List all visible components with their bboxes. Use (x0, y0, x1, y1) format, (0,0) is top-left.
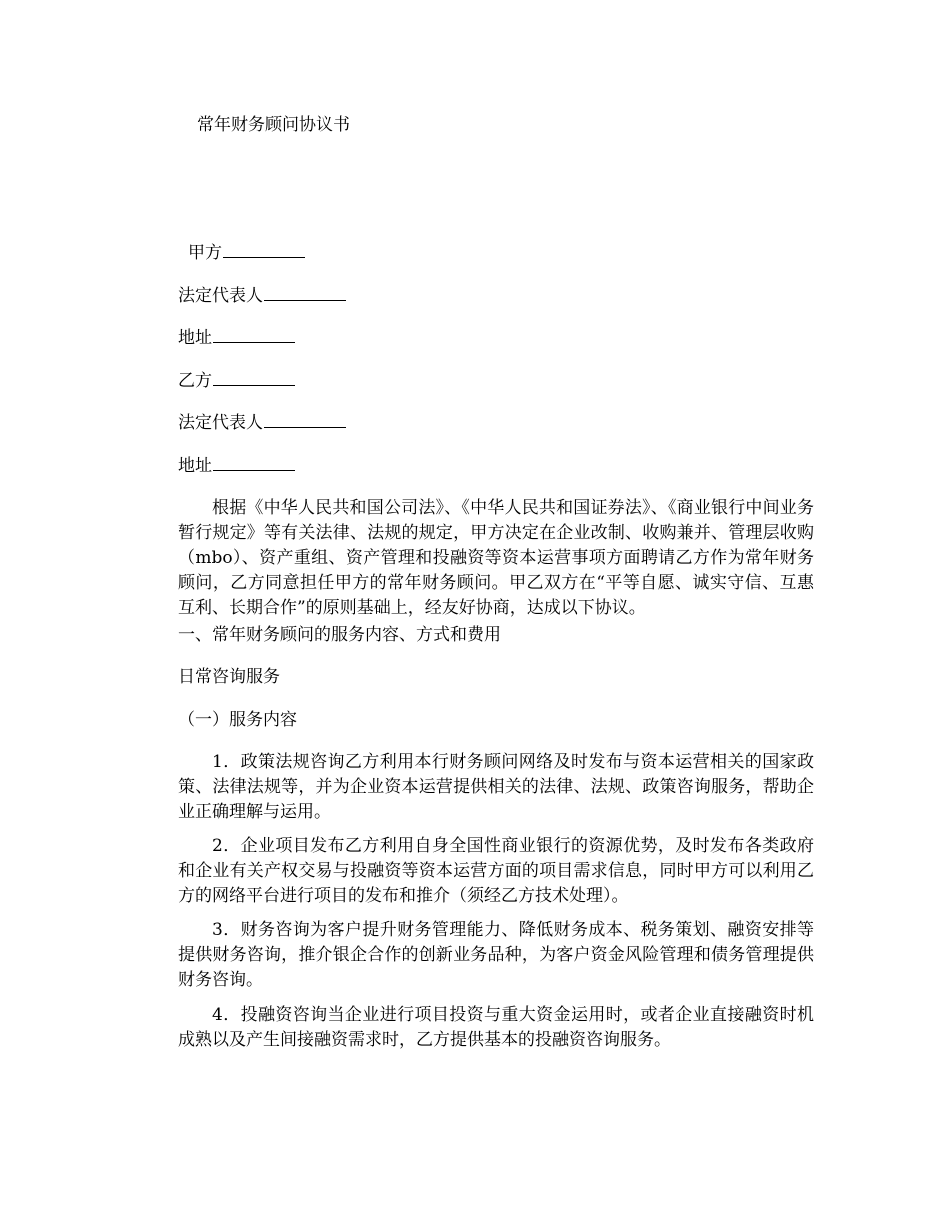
party-a-address-label: 地址 (178, 328, 212, 348)
party-a-address-field (178, 326, 295, 350)
party-a-label: 甲方 (188, 243, 222, 263)
party-b-label: 乙方 (178, 371, 212, 391)
subsection-heading: 日常咨询服务 (178, 667, 280, 687)
item-policy-consulting: 1．政策法规咨询乙方利用本行财务顾问网络及时发布与资本运营相关的国家政策、法律法规等，并为企业资本运营提供相关的法律、法规、政策咨询服务，帮助企业正确理解与运用。 (178, 752, 814, 822)
party-b-legal-rep-label: 法定代表人 (178, 413, 263, 433)
party-b-address-label: 地址 (178, 456, 212, 476)
service-content-heading: （一）服务内容 (178, 710, 297, 730)
party-b-address-field (178, 454, 295, 478)
item-project-publishing: 2．企业项目发布乙方利用自身全国性商业银行的资源优势，及时发布各类政府和企业有关产权交易与投融资等资本运营方面的项目需求信息，同时甲方可以利用乙方的网络平台进行项目的发布和推介（须经乙方技术处理）。 (178, 836, 814, 906)
intro-paragraph: 根据《中华人民共和国公司法》、《中华人民共和国证券法》、《商业银行中间业务暂行规定》等有关法律、法规的规定，甲方决定在企业改制、收购兼并、管理层收购（mbo）、资产重组、资产管理和投融资等资本运营事项方面聘请乙方作为常年财务顾问，乙方同意担任甲方的常年财务顾问。甲乙双方在“平等自愿、诚实守信、互惠互利、长期合作”的原则基础上，经友好协商，达成以下协议。 (178, 498, 814, 618)
party-a-legal-rep-label: 法定代表人 (178, 286, 263, 306)
section-heading: 一、常年财务顾问的服务内容、方式和费用 (178, 625, 501, 645)
party-b-legal-rep-blank[interactable] (264, 411, 346, 428)
item-investment-consulting: 4．投融资咨询当企业进行项目投资与重大资金运用时，或者企业直接融资时机成熟以及产生间接融资需求时，乙方提供基本的投融资咨询服务。 (178, 1005, 814, 1050)
document-title: 常年财务顾问协议书 (197, 115, 350, 135)
party-b-address-blank[interactable] (213, 454, 295, 471)
party-a-legal-rep-blank[interactable] (264, 284, 346, 301)
party-a-blank[interactable] (223, 241, 305, 258)
party-b-legal-rep-field (178, 411, 346, 435)
party-b-field (178, 369, 295, 393)
item-financial-consulting: 3．财务咨询为客户提升财务管理能力、降低财务成本、税务策划、融资安排等提供财务咨询，推介银企合作的创新业务品种，为客户资金风险管理和债务管理提供财务咨询。 (178, 920, 814, 990)
party-b-blank[interactable] (213, 369, 295, 386)
party-a-field (188, 241, 305, 265)
party-a-legal-rep-field (178, 284, 346, 308)
party-a-address-blank[interactable] (213, 326, 295, 343)
